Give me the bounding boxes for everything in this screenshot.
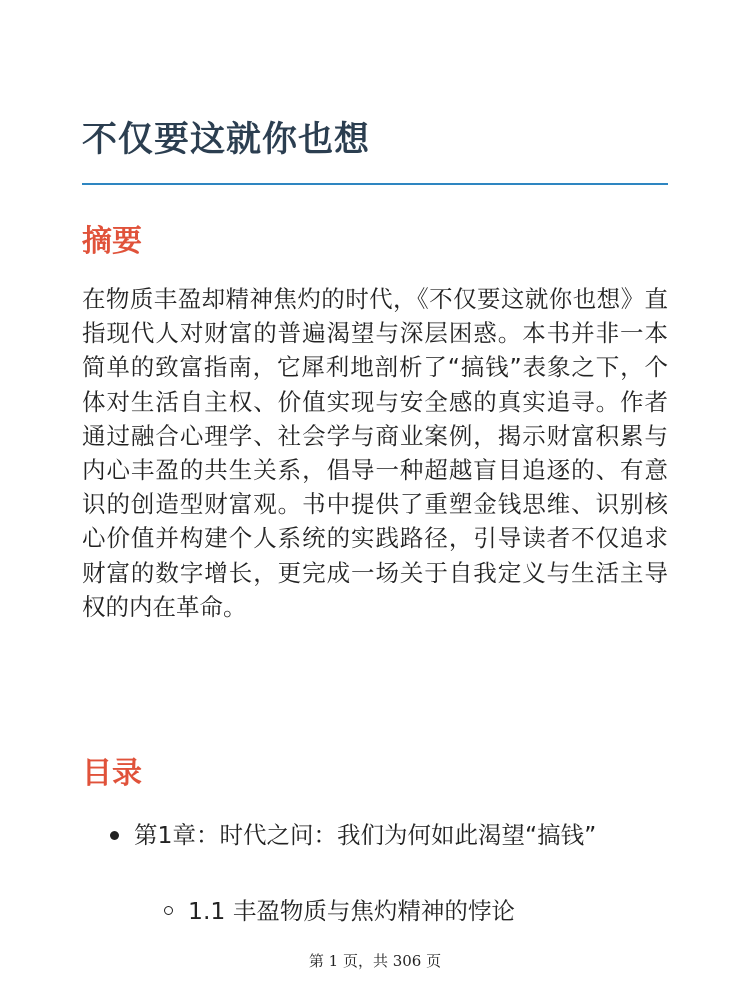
toc-list — [82, 818, 668, 928]
toc-chapter-label[interactable]: 第1章：时代之问：我们为何如此渴望“搞钱” — [134, 821, 597, 849]
hollow-bullet-icon — [164, 906, 173, 915]
filled-bullet-icon — [110, 831, 119, 840]
summary-paragraph: 在物质丰盈却精神焦灼的时代，《不仅要这就你也想》直指现代人对财富的普遍渴望与深层困惑。本书并非一本简单的致富指南，它犀利地剖析了“搞钱”表象之下，个体对生活自主权、价值实现与安全感的真实追寻。作者通过融合心理学、社会学与商业案例，揭示财富积累与内心丰盈的共生关系，倡导一种超越盲目追逐的、有意识的创造型财富观。书中提供了重塑金钱思维、识别核心价值并构建个人系统的实践路径，引导读者不仅追求财富的数字增长，更完成一场关于自我定义与生活主导权的内在革命。 — [82, 285, 668, 621]
toc-subsection-item[interactable] — [82, 894, 668, 928]
summary-heading: 摘要 — [82, 224, 142, 259]
toc-heading: 目录 — [82, 756, 142, 791]
title-divider — [82, 183, 668, 185]
toc-subsection-label[interactable]: 1.1 丰盈物质与焦灼精神的悖论 — [188, 897, 515, 925]
page-number: 第 1 页，共 306 页 — [308, 952, 442, 970]
page-title: 不仅要这就你也想 — [82, 120, 371, 160]
toc-chapter-item[interactable] — [82, 818, 604, 852]
